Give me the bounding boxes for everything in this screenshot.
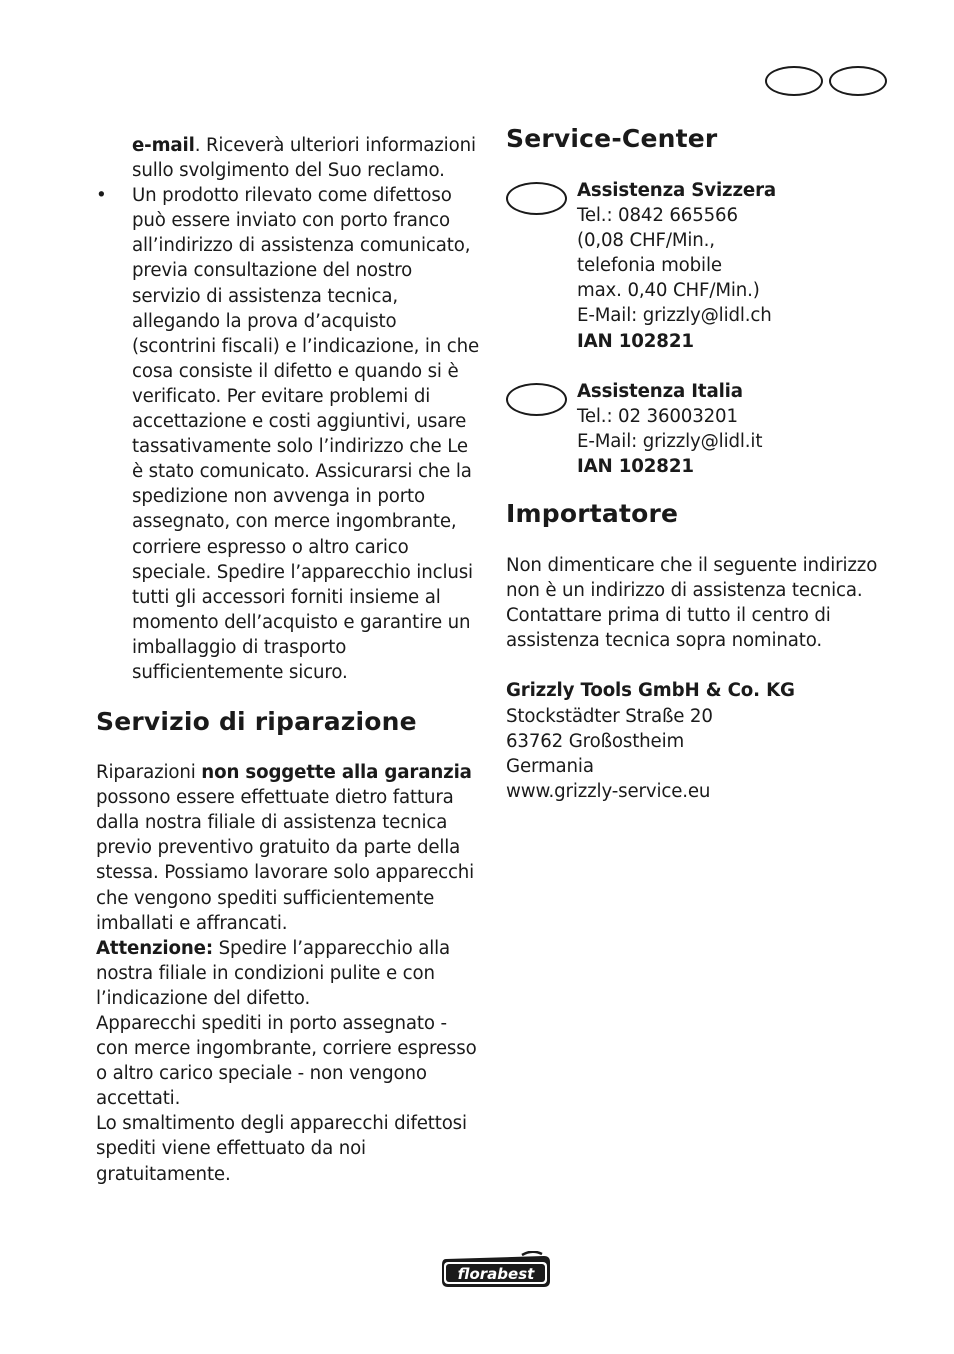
importer-heading: Importatore (506, 499, 679, 529)
left-column (96, 133, 482, 1187)
contact-ch-rate-3: max. 0,40 CHF/Min.) (577, 280, 760, 302)
country-badge-ch (506, 182, 567, 215)
address-street: Stockstädter Straße 20 (506, 705, 713, 727)
service-center-heading: Service-Center (506, 124, 718, 153)
language-badge-right (829, 66, 887, 96)
contact-ch-rate-2: telefonia mobile (577, 255, 722, 277)
contact-it-tel: Tel.: 02 36003201 (577, 405, 738, 427)
contact-italy (506, 379, 896, 479)
importer-address (506, 678, 896, 803)
attention-text: Spedire l’apparecchio alla nostra filiale in condizioni pulite e con l’indicazione del difetto. (96, 937, 450, 1009)
intro-paragraph (96, 133, 482, 183)
attention-paragraph (96, 936, 482, 1011)
contact-ch-rate-1: (0,08 CHF/Min., (577, 230, 715, 252)
contact-ch-title: Assistenza Svizzera (577, 180, 777, 201)
logo-text: florabest (457, 1265, 535, 1283)
contact-it-title: Assistenza Italia (577, 380, 743, 402)
contact-ch-tel: Tel.: 0842 665566 (577, 205, 738, 227)
address-city: 63762 Großostheim (506, 730, 685, 752)
company-name: Grizzly Tools GmbH & Co. KG (506, 680, 795, 702)
repair-paragraph-3: Apparecchi spediti in porto assegnato - con merce ingombrante, corriere espresso o altro carico speciale - non vengono accettati. (96, 1013, 477, 1110)
florabest-logo (440, 1251, 552, 1293)
website: www.grizzly-service.eu (506, 780, 711, 802)
contact-ch-email: E-Mail: grizzly@lidl.ch (577, 305, 772, 327)
repair-text-a: Riparazioni (96, 762, 202, 784)
repair-paragraph-4: Lo smaltimento degli apparecchi difettosi spediti viene effettuato da noi gratuitamente. (96, 1113, 467, 1185)
bullet-text: Un prodotto rilevato come difettoso può essere inviato con porto franco all’indirizzo di assistenza comunicato, previa consultazione del nostro servizio di assistenza tecnica, allegando la prova d’acquisto (scontrini fiscali) e l’indicazione, in che cosa consiste il difetto e quando si è verificato. Per evitare problemi di accettazione e costi aggiuntivi, usare tassativamente solo l’indirizzo che Le è stato comunicato. Assicurarsi che la spedizione non avvenga in porto assegnato, con merce ingombrante, corriere espresso o altro carico speciale. Spedire l’apparecchio inclusi tutti gli accessori forniti insieme al momento dell’acquisto e garantire un imballaggio di trasporto sufficientemente sicuro. (132, 185, 480, 683)
right-column (506, 124, 896, 804)
repair-paragraph-1 (96, 760, 482, 936)
bullet-item (96, 183, 482, 685)
florabest-logo-graphic (440, 1251, 552, 1289)
repair-text-b: possono essere effettuate dietro fattura dalla nostra filiale di assistenza tecnica previo preventivo gratuito da parte della stessa. Possiamo lavorare solo apparecchi che vengono spediti sufficientemente imballati e affrancati. (96, 787, 475, 934)
language-badge-left (765, 66, 823, 96)
attention-label: Attenzione: (96, 937, 213, 959)
intro-email-label: e-mail (132, 135, 195, 156)
importer-note: Non dimenticare che il seguente indirizzo non è un indirizzo di assistenza tecnica. Contattare prima di tutto il centro di assistenza tecnica sopra nominato. (506, 555, 878, 652)
bullet-icon: • (96, 185, 107, 207)
country-badge-it (506, 383, 567, 416)
contact-it-email: E-Mail: grizzly@lidl.it (577, 430, 763, 452)
contact-switzerland (506, 178, 896, 354)
contact-ch-ian: IAN 102821 (577, 330, 694, 352)
contact-it-ian: IAN 102821 (577, 455, 694, 477)
intro-text: . Riceverà ulteriori informazioni sullo svolgimento del Suo reclamo. (132, 135, 476, 182)
repair-bold: non soggette alla garanzia (201, 762, 472, 784)
repair-heading: Servizio di riparazione (96, 707, 417, 737)
address-country: Germania (506, 755, 594, 777)
